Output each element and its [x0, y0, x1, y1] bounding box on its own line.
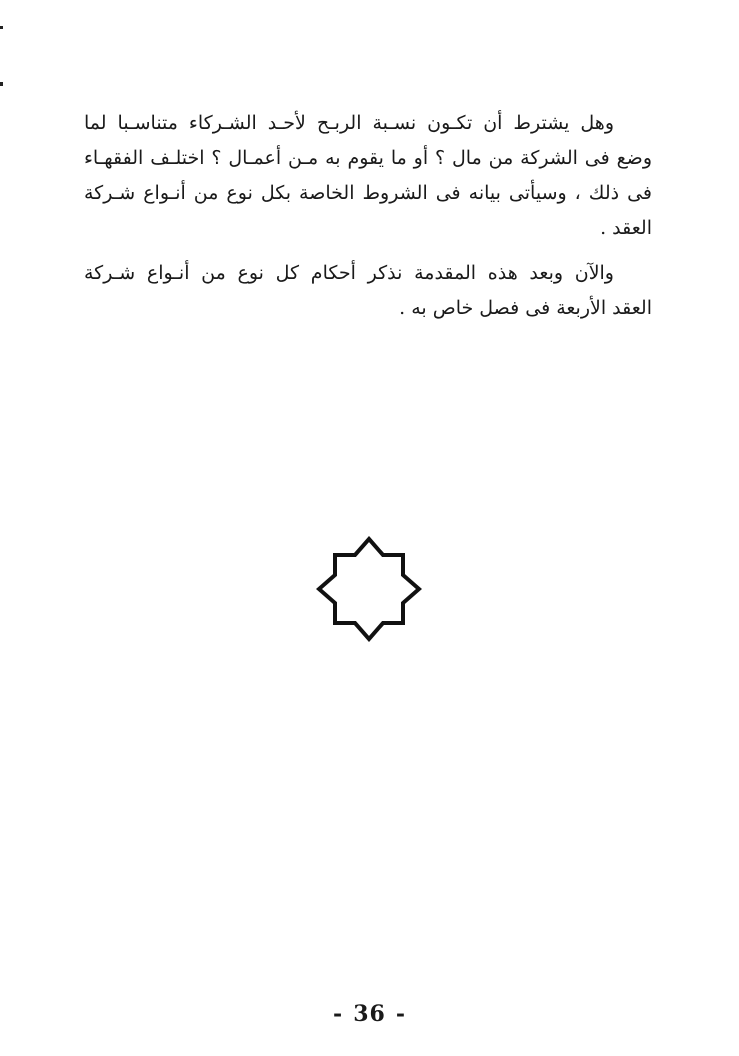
paragraph-line: فى ذلك ، وسيأتى بيانه فى الشروط الخاصة بكل نوع من أنـواع شـركة	[84, 182, 652, 204]
page-number-dash: -	[333, 1001, 344, 1027]
paragraph-line: وضع فى الشركة من مال ؟ أو ما يقوم به مـن أعمـال ؟ اختلـف الفقهـاء	[84, 147, 652, 169]
page-number-dash: -	[395, 1001, 406, 1027]
paragraph-contract-types	[84, 256, 652, 326]
paragraph-profit-ratio	[84, 106, 652, 246]
page-number-value: 36	[353, 1001, 386, 1027]
paragraph-line: العقد .	[600, 217, 652, 239]
paragraph-line: العقد الأربعة فى فصل خاص به .	[399, 297, 652, 319]
scan-edge-mark	[0, 26, 3, 29]
paragraph-line: والآن وبعد هذه المقدمة نذكر أحكام كل نوع من أنـواع شـركة	[84, 262, 614, 284]
eight-point-star-outline-icon	[316, 536, 422, 642]
paragraph-line: وهل يشترط أن تكـون نسـبة الربـح لأحـد الشـركاء متناسـبا لما	[84, 112, 614, 134]
scan-edge-mark	[0, 82, 3, 86]
page-number	[0, 1001, 739, 1027]
